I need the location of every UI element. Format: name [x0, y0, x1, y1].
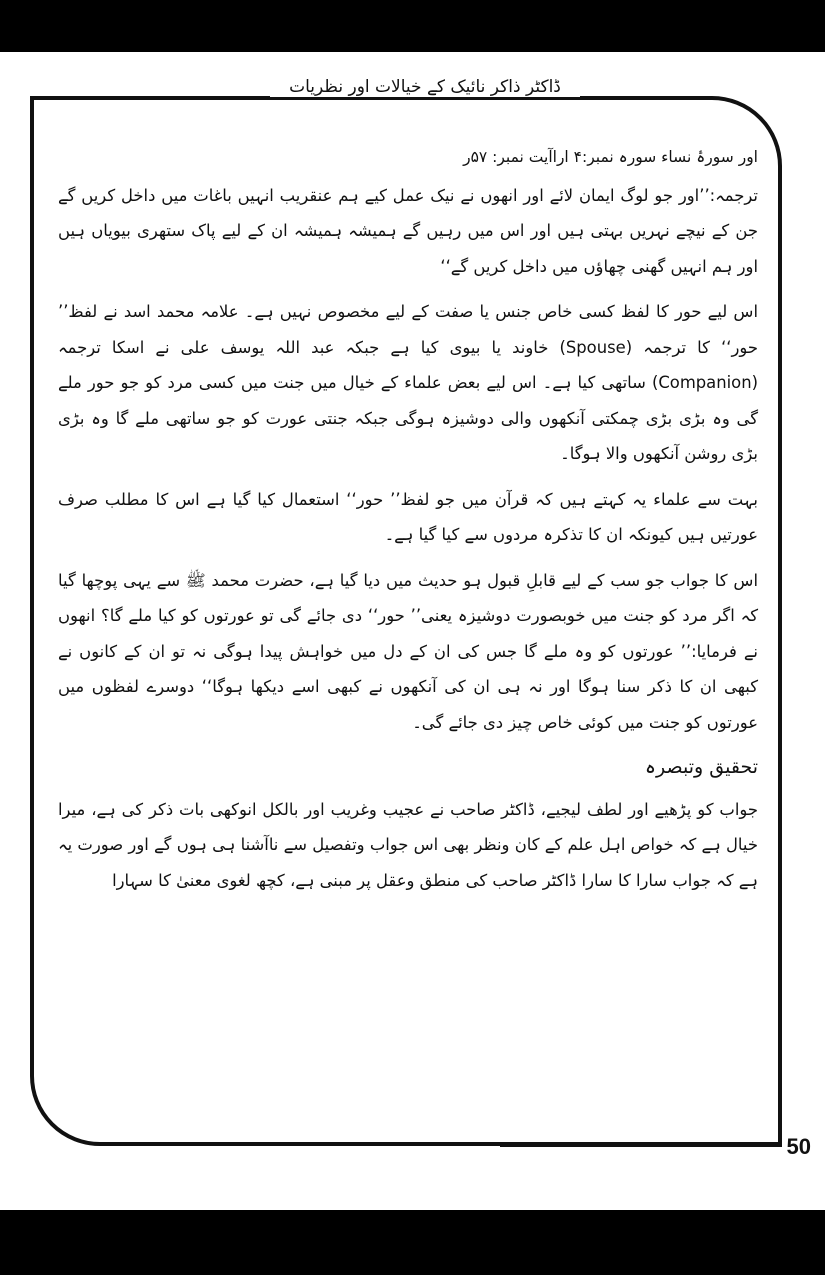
header-rule-right — [572, 96, 672, 100]
header-rule-left — [30, 96, 280, 100]
section-heading: تحقیق وتبصرہ — [644, 756, 758, 778]
running-header: ڈاکٹر ذاکر نائیک کے خیالات اور نظریات — [270, 76, 580, 97]
commentary-paragraph: جواب کو پڑھیے اور لطف لیجیے، ڈاکٹر صاحب نے عجیب وغریب اور بالکل انوکھی بات ذکر کی ہے، میرا خیال ہے کہ خواص اہل علم کے کان ونظر بھی اس جواب وتفصیل سے ناآشنا ہی ہوں گے اور صورت یہ ہے کہ جواب سارا کا سارا ڈاکٹر صاحب کی منطق وعقل پر مبنی ہے، کچھ لغوی معنیٰ کا سہارا — [58, 799, 758, 890]
page-content — [58, 140, 758, 908]
translation-paragraph: ترجمہ:’’اور جو لوگ ایمان لائے اور انھوں نے نیک عمل کیے ہم عنقریب انہیں باغات میں داخل کریں گے جن کے نیچے نہریں بہتی ہیں اور اس میں رہیں گے ہمیشہ ہمیشہ ان کے لیے پاک ستھری بیویاں ہیں اور ہم انہیں گھنی چھاؤں میں داخل کریں گے‘‘ — [58, 185, 758, 276]
page-number: 50 — [786, 1134, 811, 1159]
footer-rule — [500, 1143, 782, 1147]
hoor-meaning-paragraph: اس لیے حور کا لفظ کسی خاص جنس یا صفت کے لیے مخصوص نہیں ہے۔ علامہ محمد اسد نے لفظ’’ حور‘‘ کا ترجمہ (Spouse) خاوند یا بیوی کیا ہے جبکہ عبد اللہ یوسف علی نے اسکا ترجمہ (Companion) ساتھی کیا ہے۔ اس لیے بعض علماء کے خیال میں جنت میں کسی مرد کو جو حور ملے گی وہ بڑی بڑی چمکتی آنکھوں والی دوشیزہ ہوگی جبکہ جنتی عورت کو جو ساتھی ملے گا وہ بڑی بڑی روشن آنکھوں والا ہوگا۔ — [58, 302, 759, 463]
scholars-opinion-paragraph: بہت سے علماء یہ کہتے ہیں کہ قرآن میں جو لفظ’’ حور‘‘ استعمال کیا گیا ہے اس کا مطلب صرف عورتیں ہیں کیونکہ ان کا تذکرہ مردوں سے کیا گیا ہے۔ — [58, 489, 758, 544]
verse-reference: اور سورۂ نساء سورہ نمبر:۴ اراآیت نمبر: ۵۷ر — [463, 148, 758, 166]
book-page — [0, 52, 825, 1210]
hadith-answer-paragraph: اس کا جواب جو سب کے لیے قابلِ قبول ہو حدیث میں دیا گیا ہے، حضرت محمد ﷺ سے یہی پوچھا گیا کہ اگر مرد کو جنت میں خوبصورت دوشیزہ یعنی’’ حور‘‘ دی جائے گی تو عورتوں کو کیا ملے گا؟ انھوں نے فرمایا:’’ عورتوں کو وہ ملے گا جس کی ان کے دل میں خواہش پیدا ہوگی نہ تو ان کے کانوں نے کبھی ان کا ذکر سنا ہوگا اور نہ ہی ان کی آنکھوں نے کبھی اسے دیکھا ہوگا‘‘ دوسرے لفظوں میں عورتوں کو جنت میں کوئی خاص چیز دی جائے گی۔ — [58, 570, 758, 732]
